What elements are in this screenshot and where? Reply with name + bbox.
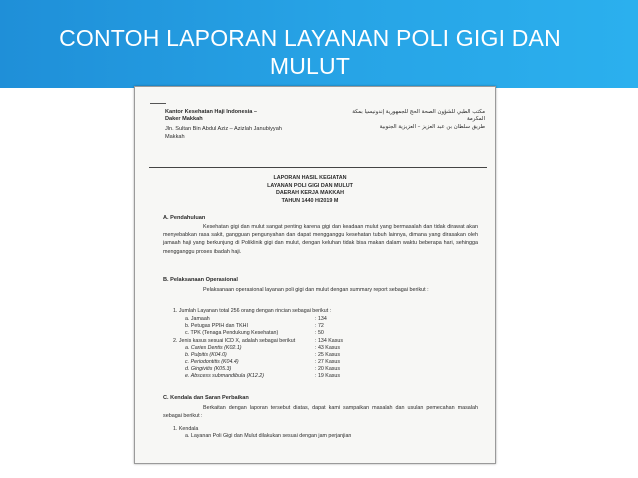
letterhead-arabic-3: طريق سلطان بن عبد العزيز – العزيزية الجنوبية (379, 123, 485, 130)
item2-row-b-label: b. Pulpitis (K04.0) (185, 352, 227, 358)
item2-row-b (185, 352, 415, 359)
item1-row-c-label: c. TPK (Tenaga Pendukung Kesehatan) (185, 330, 279, 336)
section-b-heading: B. Pelaksanaan Operasional (163, 277, 238, 283)
item2-row-c-label: c. Periodontitis (K04.4) (185, 359, 239, 365)
section-b-text: Pelaksanaan operasional layanan poli gigi dan mulut dengan summary report sebagai berikut : (203, 287, 429, 293)
scanned-document (134, 86, 496, 464)
slide-title (20, 24, 600, 80)
report-title-line4: TAHUN 1440 H/2019 M (281, 197, 339, 204)
item1-row-b-value: : 72 (315, 323, 324, 329)
item2-row-c-value: : 27 Kasus (315, 359, 341, 365)
item1-row-b-label: b. Petugas PPIH dan TKHI (185, 323, 248, 329)
letterhead-office: Kantor Kesehatan Haji Indonesia – (165, 109, 258, 115)
item2-row-e-label: e. Abscess submandibula (K12.2) (185, 373, 265, 379)
c-item-1: 1. Kendala (173, 426, 199, 432)
item1-row-a (185, 316, 415, 323)
item-2 (173, 338, 423, 345)
c-item-1a: a. Layanan Poli Gigi dan Mulut dilakukan sesuai dengan jam perjanjian (185, 433, 352, 439)
item2-row-b-value: : 25 Kasus (315, 352, 341, 358)
section-a-heading: A. Pendahuluan (163, 215, 206, 221)
item-1: 1. Jumlah Layanan total 256 orang dengan rincian sebagai berikut : (173, 308, 332, 314)
item1-row-c (185, 330, 415, 337)
report-title (195, 175, 425, 205)
item2-row-a-label: a. Caries Dentis (K02.1) (185, 345, 242, 351)
section-a-text: Kesehatan gigi dan mulut sangat penting karena gigi dan keadaan mulut yang bermasalah dan tidak dirawat akan menyebabkan rasa sakit, gangguan pengunyahan dan dapat mengganggu kesehatan tubuh lainnya, dimana yang dirasakan oleh jamaah haji yang berkunjung di Poliklinik gigi dan mulut, dengan keluhan tidak bisa makan dalam waktu beberapa hari, sehingga mengganggu proses ibadah haji. (163, 224, 478, 255)
letterhead-divider (149, 167, 487, 168)
report-title-line1: LAPORAN HASIL KEGIATAN (273, 175, 347, 181)
report-title-line3: DAERAH KERJA MAKKAH (275, 190, 345, 196)
item2-row-a-value: : 43 Kasus (315, 345, 341, 351)
item2-row-d (185, 366, 415, 373)
item2-row-d-label: d. Gingivitis (K05.3) (185, 366, 232, 372)
item2-row-a (185, 345, 415, 352)
item-2-value: : 134 Kasus (315, 338, 343, 344)
item2-row-e (185, 373, 415, 380)
slide-title-line1: CONTOH LAPORAN LAYANAN POLI GIGI DAN (59, 25, 561, 51)
item-2-label: 2. Jenis kasus sesuai ICD X, adalah sebagai berikut (173, 338, 296, 344)
report-title-line2: LAYANAN POLI GIGI DAN MULUT (267, 182, 353, 189)
item2-row-e-value: : 19 Kasus (315, 373, 341, 379)
letterhead-address: Jln. Sultan Bin Abdul Aziz – Azizlah Janubiyyah (165, 126, 282, 133)
letterhead-arabic-1: مكتب الطبي للشؤون الصحة الحج للجمهورية إندونيسيا بمكة (352, 109, 485, 115)
item2-row-d-value: : 20 Kasus (315, 366, 341, 372)
letterhead-arabic-2: المكرمة (467, 116, 485, 123)
top-mark (150, 103, 166, 104)
letterhead-left (165, 109, 315, 141)
section-c-text: Berkaitan dengan laporan tersebut diatas, dapat kami sampaikan masalah dan usulan pemecahan masalah sebagai berikut : (163, 405, 478, 420)
letterhead-daker: Daker Makkah (165, 116, 203, 123)
item1-row-a-label: a. Jamaah (185, 316, 210, 322)
item1-row-b (185, 323, 415, 330)
slide-title-line2: MULUT (269, 53, 351, 79)
letterhead-right (335, 109, 485, 131)
item2-row-c (185, 359, 415, 366)
section-c-heading: C. Kendala dan Saran Perbaikan (163, 395, 249, 401)
item1-row-a-value: : 134 (315, 316, 327, 322)
letterhead-city: Makkah (165, 133, 185, 140)
item1-row-c-value: : 50 (315, 330, 324, 336)
